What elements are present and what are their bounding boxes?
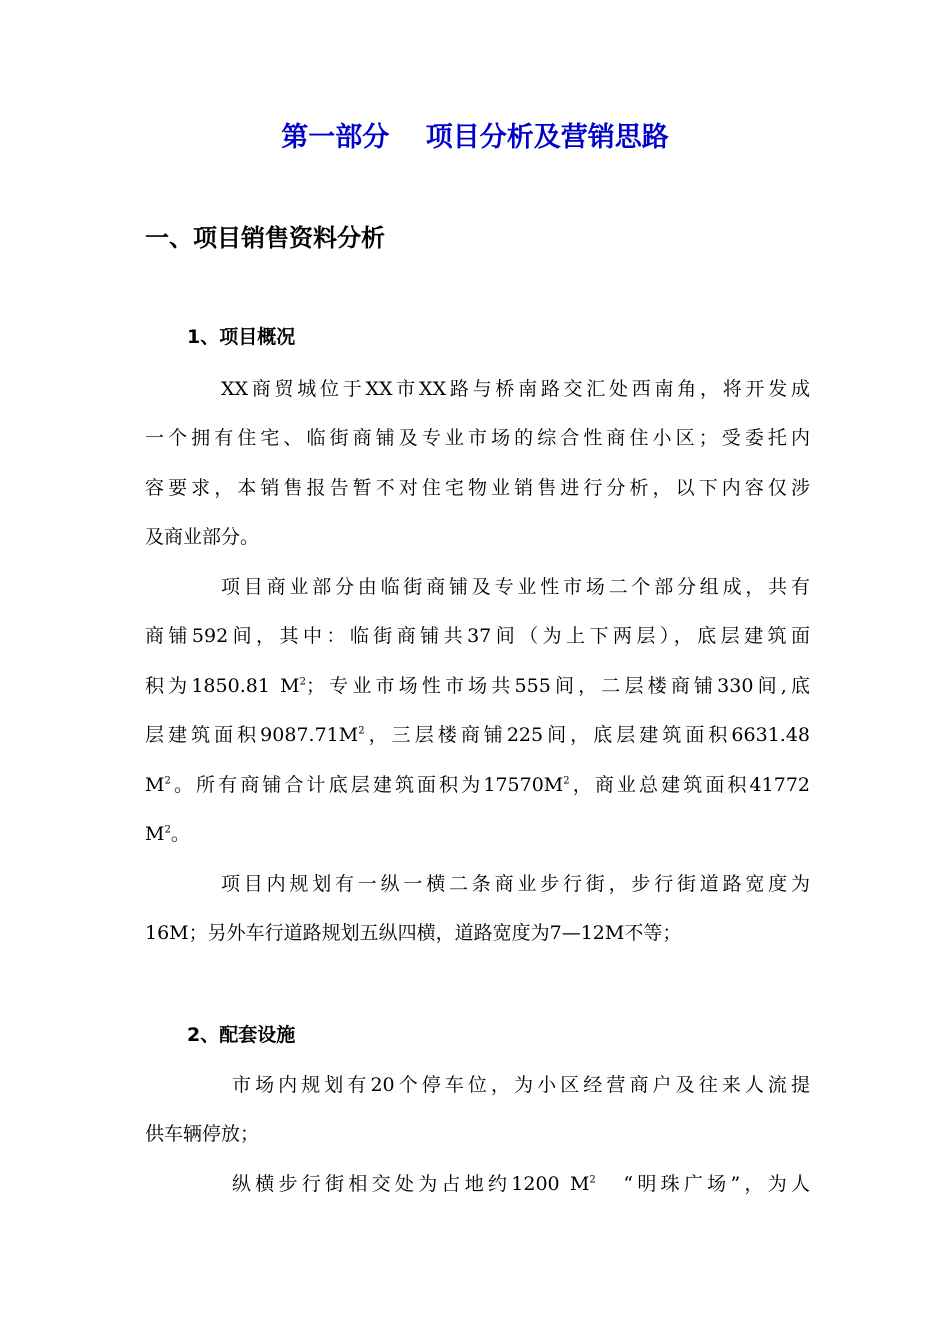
superscript: 2 [358, 725, 365, 737]
paragraph-line: $M^2$。所有商铺合计底层建筑面积为$17570M^2$，商业总建筑面积41772 [145, 774, 810, 796]
paragraph-line: 项目商业部分由临街商铺及专业性市场二个部分组成，共有 [221, 576, 810, 598]
paragraph-line: 及商业部分。 [145, 526, 260, 548]
paragraph-line: 一个拥有住宅、临街商铺及专业市场的综合性商住小区；受委托内 [145, 427, 810, 449]
paragraph-line: $M^2$。 [145, 823, 190, 845]
paragraph-line: 容要求，本销售报告暂不对住宅物业销售进行分析，以下内容仅涉 [145, 477, 810, 499]
paragraph-line: 层建筑面积$9087.71M^2$，三层楼商铺225间，底层建筑面积6631.48 [145, 724, 810, 746]
superscript: 2 [563, 775, 570, 787]
paragraph-line: 供车辆停放； [145, 1123, 260, 1145]
superscript: 2 [299, 676, 306, 688]
paragraph-line: 积为1850.81 $M^2$；专业市场性市场共555间，二层楼商铺330间,底 [145, 675, 810, 697]
subsection-heading-overview: 1、项目概况 [187, 326, 296, 348]
superscript: 2 [164, 824, 171, 836]
section-heading: 一、项目销售资料分析 [145, 224, 385, 252]
subsection-heading-facilities: 2、配套设施 [187, 1024, 296, 1046]
superscript: 2 [164, 775, 171, 787]
paragraph-line: 市场内规划有20个停车位，为小区经营商户及往来人流提 [232, 1074, 810, 1096]
paragraph-line: 商铺592间，其中：临街商铺共37间（为上下两层），底层建筑面 [145, 625, 810, 647]
paragraph-line: XX商贸城位于XX市XX路与桥南路交汇处西南角，将开发成 [221, 378, 810, 400]
paragraph-line: 16M；另外车行道路规划五纵四横，道路宽度为7—12M不等； [145, 922, 682, 944]
superscript: 2 [589, 1174, 596, 1186]
paragraph-line: 项目内规划有一纵一横二条商业步行街，步行街道路宽度为 [221, 873, 810, 895]
paragraph-line: 纵横步行街相交处为占地约1200 $M^2$ “明珠广场”，为人 [232, 1173, 810, 1195]
document-title: 第一部分 项目分析及营销思路 [281, 122, 669, 153]
